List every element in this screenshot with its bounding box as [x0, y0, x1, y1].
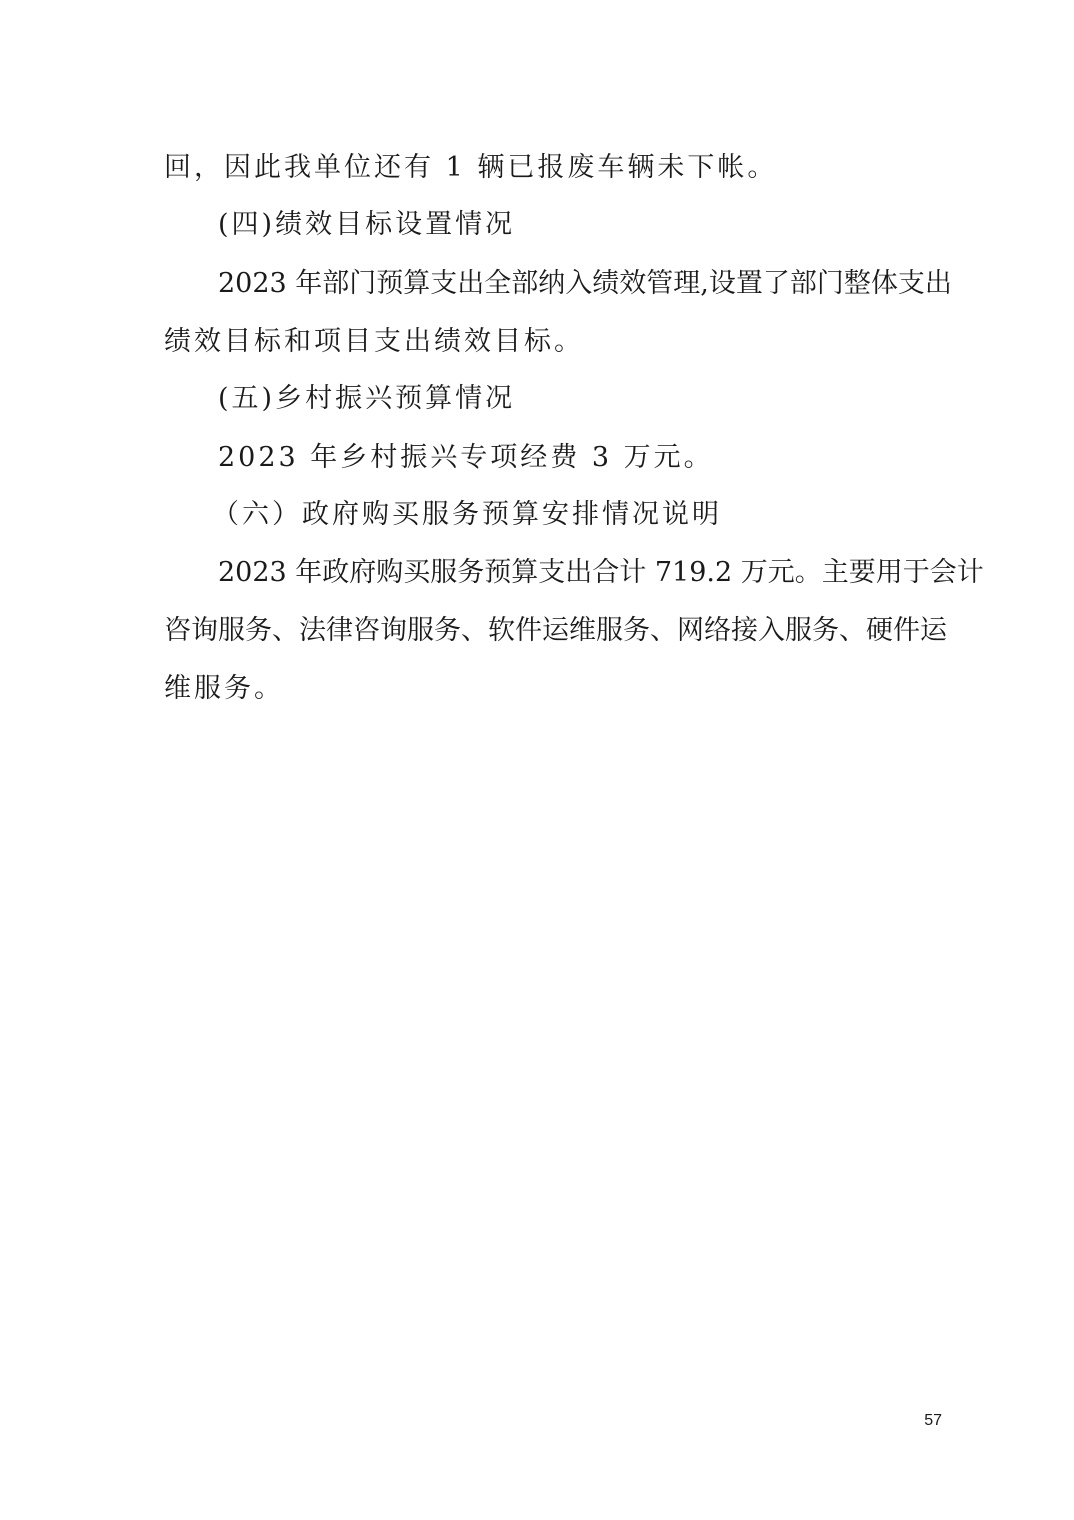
paragraph-line-performance-1: 2023 年部门预算支出全部纳入绩效管理,设置了部门整体支出: [218, 268, 952, 299]
section-heading-government-procurement: （六）政府购买服务预算安排情况说明: [212, 499, 722, 530]
paragraph-line-vehicle-continuation: 回，因此我单位还有 1 辆已报废车辆未下帐。: [164, 152, 778, 183]
section-heading-performance-targets: (四)绩效目标设置情况: [218, 209, 516, 240]
paragraph-line-procurement-1: 2023 年政府购买服务预算支出合计 719.2 万元。主要用于会计: [218, 557, 984, 588]
section-heading-rural-revitalization: (五)乡村振兴预算情况: [218, 383, 516, 414]
page-number: 57: [924, 1412, 942, 1429]
paragraph-line-rural-revitalization: 2023 年乡村振兴专项经费 3 万元。: [218, 442, 714, 473]
paragraph-line-performance-2: 绩效目标和项目支出绩效目标。: [164, 326, 584, 357]
paragraph-line-procurement-2: 咨询服务、法律咨询服务、软件运维服务、网络接入服务、硬件运: [164, 615, 947, 646]
paragraph-line-procurement-3: 维服务。: [164, 673, 284, 704]
